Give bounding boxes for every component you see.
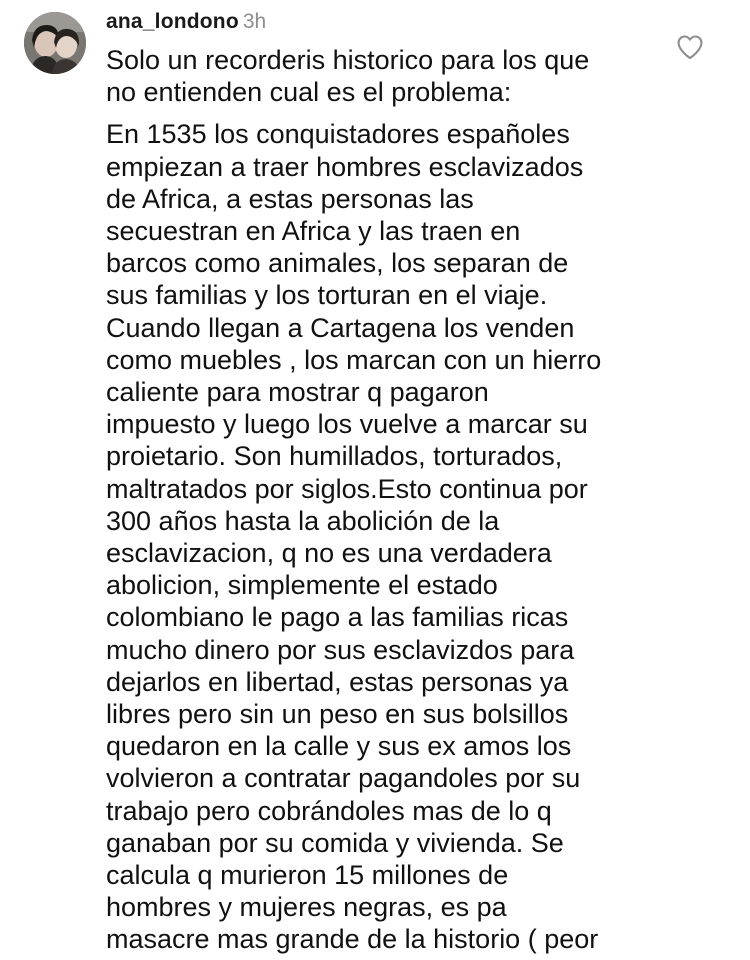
comment-text xyxy=(106,44,666,956)
comment-header xyxy=(106,8,266,36)
avatar-photo-icon xyxy=(24,12,86,74)
comment-paragraph-history: En 1535 los conquistadores españoles empiezan a traer hombres esclavizados de Africa, a estas personas las secuestran en Africa y las traen en barcos como animales, los separan de sus familias y los torturan en el viaje. Cuando llegan a Cartagena los venden como muebles , los marcan con un hierro caliente para mostrar q pagaron impuesto y luego los vuelve a marcar su proietario. Son humillados, torturados, maltratados por siglos.Esto continua por 300 años hasta la abolición de la esclavizacion, q no es una verdadera abolicion, simplemente el estado colombiano le pago a las familias ricas mucho dinero por sus esclavizdos para dejarlos en libertad, estas personas ya libres pero sin un peso en sus bolsillos quedaron en la calle y sus ex amos los volvieron a contratar pagandoles por su trabajo pero cobrándoles mas de lo q ganaban por su comida y vivienda. Se calcula q murieron 15 millones de hombres y mujeres negras, es pa masacre mas grande de la historio ( peor xyxy=(106,119,602,955)
timestamp: 3h xyxy=(242,10,267,33)
like-button[interactable] xyxy=(676,34,704,60)
username[interactable]: ana_londono xyxy=(106,10,239,33)
heart-outline-icon xyxy=(676,34,704,60)
comment-paragraph-intro: Solo un recorderis historico para los que no entienden cual es el problema: xyxy=(106,45,590,108)
avatar[interactable] xyxy=(24,12,86,74)
